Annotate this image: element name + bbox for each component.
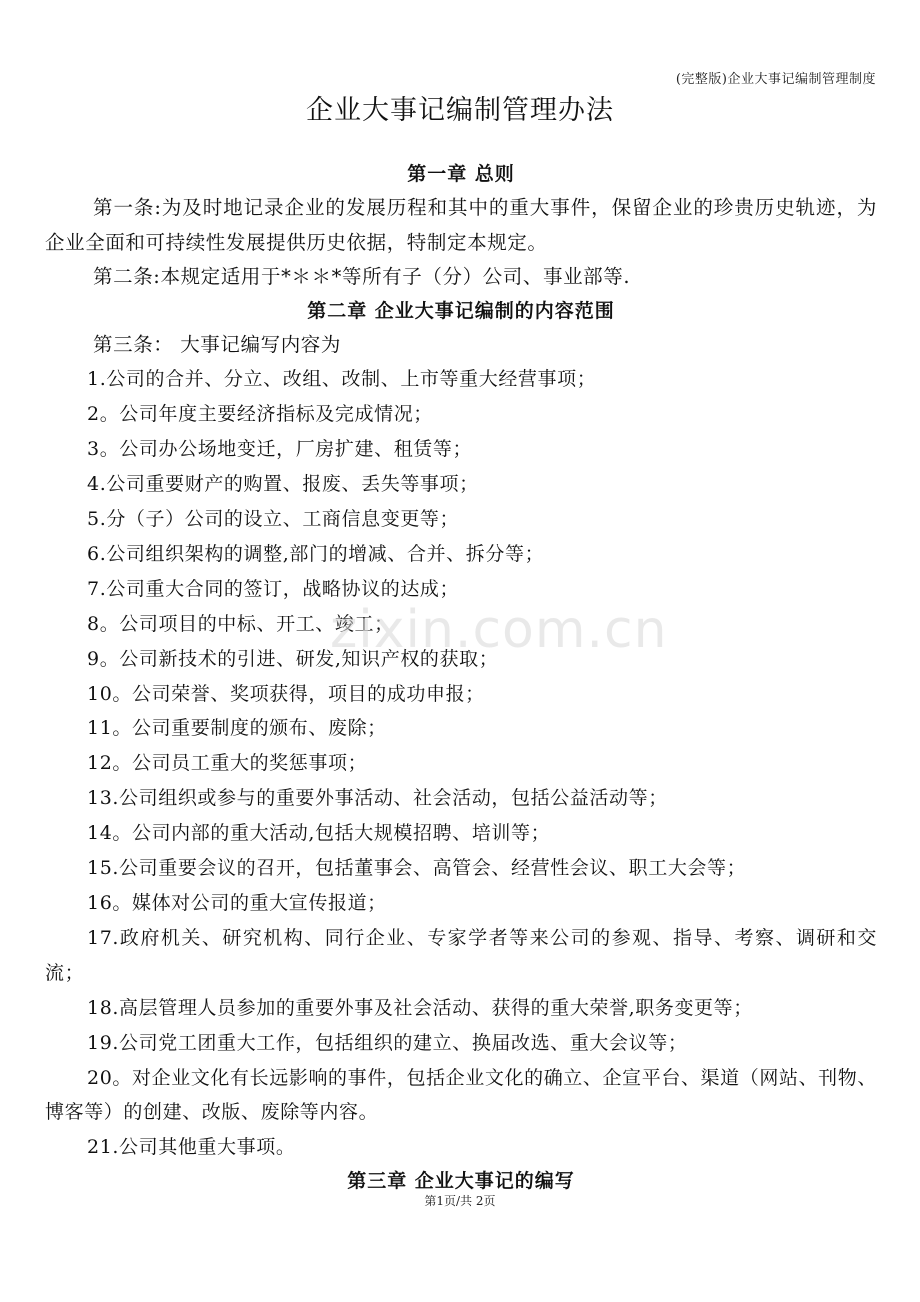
list-item: 11。公司重要制度的颁布、废除； [87, 717, 387, 740]
list-item: 12。公司员工重大的奖惩事项； [87, 752, 368, 775]
article-3: 第三条： 大事记编写内容为 [93, 332, 341, 356]
list-item: 2。公司年度主要经济指标及完成情况； [87, 403, 433, 426]
list-item: 4.公司重要财产的购置、报废、丢失等事项； [87, 473, 479, 496]
list-item: 13.公司组织或参与的重要外事活动、社会活动，包括公益活动等； [87, 787, 668, 810]
chapter-heading-1: 第一章 总则 [407, 163, 515, 185]
list-item: 16。媒体对公司的重大宣传报道； [87, 891, 387, 914]
document-title: 企业大事记编制管理办法 [306, 95, 614, 126]
list-item: 8。公司项目的中标、开工、竣工； [87, 612, 394, 635]
chapter-heading-2: 第二章 企业大事记编制的内容范围 [307, 299, 615, 322]
article-1: 第一条:为及时地记录企业的发展历程和其中的重大事件，保留企业的珍贵历史轨迹，为企业全面和可持续性发展提供历史依据，特制定本规定。 [45, 196, 877, 254]
list-item: 15.公司重要会议的召开，包括董事会、高管会、经营性会议、职工大会等； [87, 857, 747, 880]
list-item: 21.公司其他重大事项。 [87, 1136, 296, 1159]
list-item: 19.公司党工团重大工作，包括组织的建立、换届改选、重大会议等； [87, 1031, 688, 1054]
list-item: 17.政府机关、研究机构、同行企业、专家学者等来公司的参观、指导、考察、调研和交流； [45, 926, 877, 984]
list-item: 1.公司的合并、分立、改组、改制、上市等重大经营事项； [87, 368, 597, 391]
list-item: 7.公司重大合同的签订，战略协议的达成； [87, 577, 460, 600]
list-item: 9。公司新技术的引进、研发,知识产权的获取； [87, 647, 499, 670]
list-item: 14。公司内部的重大活动,包括大规模招聘、培训等； [87, 822, 551, 845]
list-item: 18.高层管理人员参加的重要外事及社会活动、获得的重大荣誉,职务变更等； [87, 996, 753, 1019]
list-item: 3。公司办公场地变迁，厂房扩建、租赁等； [87, 438, 473, 461]
document-body [45, 158, 877, 1198]
list-item: 5.分（子）公司的设立、工商信息变更等； [87, 508, 460, 530]
chapter-heading-3: 第三章 企业大事记的编写 [347, 1170, 575, 1193]
watermark: zixin.com.cn [330, 600, 668, 660]
header-note: (完整版)企业大事记编制管理制度 [675, 72, 876, 87]
list-item: 6.公司组织架构的调整,部门的增减、合并、拆分等； [87, 542, 545, 565]
page-footer: 第1页/共 2页 [424, 1194, 496, 1208]
list-item: 20。对企业文化有长远影响的事件，包括企业文化的确立、企宣平台、渠道（网站、刊物、博客等）的创建、改版、废除等内容。 [45, 1066, 877, 1124]
list-item: 10。公司荣誉、奖项获得，项目的成功申报； [87, 682, 485, 705]
article-2: 第二条:本规定适用于*＊＊*等所有子（分）公司、事业部等. [93, 265, 631, 289]
